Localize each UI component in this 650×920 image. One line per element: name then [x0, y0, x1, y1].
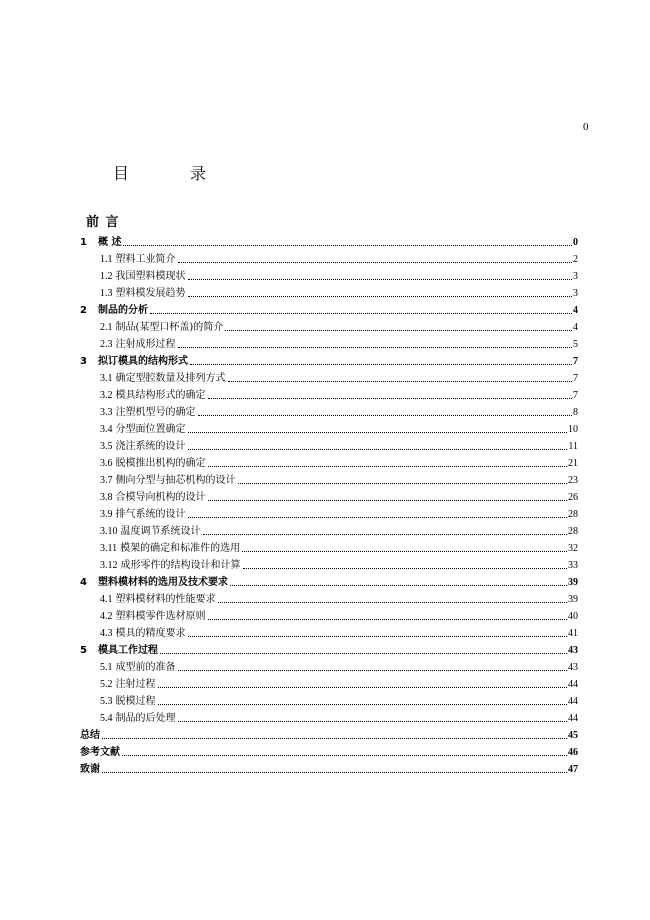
toc-number: 3.10: [100, 526, 118, 537]
toc-number: 3.9: [100, 509, 113, 520]
toc-number: 3.1: [100, 373, 113, 384]
toc-chapter-3[interactable]: [80, 351, 578, 368]
toc-page: 10: [568, 424, 578, 435]
dot-leader: [160, 653, 567, 654]
toc-section-5-3[interactable]: [100, 691, 578, 708]
toc-section-1-3[interactable]: [100, 283, 578, 300]
toc-number: 4.3: [100, 628, 113, 639]
toc-label: 排气系统的设计: [115, 509, 186, 520]
toc-number: 4: [80, 577, 87, 588]
dot-leader: [238, 483, 568, 484]
toc-page: 8: [573, 407, 578, 418]
toc-section-4-3[interactable]: [100, 623, 578, 640]
toc-page: 39: [568, 594, 578, 605]
toc-section-1-1[interactable]: [100, 249, 578, 266]
toc-section-1-2[interactable]: [100, 266, 578, 283]
dot-leader: [188, 296, 573, 297]
dot-leader: [188, 517, 568, 518]
dot-leader: [122, 755, 567, 756]
dot-leader: [228, 381, 573, 382]
toc-chapter-5[interactable]: [80, 640, 578, 657]
dot-leader: [102, 772, 567, 773]
toc-number: 4.2: [100, 611, 113, 622]
toc-label: 制品的后处理: [115, 713, 176, 724]
dot-leader: [188, 449, 568, 450]
toc-number: 3.3: [100, 407, 113, 418]
toc-number: 2.1: [100, 322, 113, 333]
toc-page: 47: [568, 764, 578, 775]
toc-label: 塑料模材料的性能要求: [115, 594, 216, 605]
toc-section-3-3[interactable]: [100, 402, 578, 419]
toc-page: 44: [568, 713, 578, 724]
toc-section-5-2[interactable]: [100, 674, 578, 691]
toc-chapter-4[interactable]: [80, 572, 578, 589]
toc-section-3-1[interactable]: [100, 368, 578, 385]
toc-number: 5.1: [100, 662, 113, 673]
toc-number: 4.1: [100, 594, 113, 605]
toc-label: 拟订模具的结构形式: [98, 356, 188, 367]
toc-page: 26: [568, 492, 578, 503]
dot-leader: [102, 738, 567, 739]
toc-section-3-10[interactable]: [100, 521, 578, 538]
toc-section-4-1[interactable]: [100, 589, 578, 606]
toc-label: 成型前的准备: [115, 662, 176, 673]
toc-page: 40: [568, 611, 578, 622]
toc-page: 5: [573, 339, 578, 350]
toc-section-2-3[interactable]: [100, 334, 578, 351]
toc-page: 11: [568, 441, 578, 452]
toc-section-3-12[interactable]: [100, 555, 578, 572]
dot-leader: [158, 687, 568, 688]
toc-number: 1: [80, 237, 87, 248]
dot-leader: [243, 568, 568, 569]
toc-number: 3: [80, 356, 87, 367]
toc-label: 模架的确定和标准件的选用: [120, 543, 241, 554]
toc-label: 浇注系统的设计: [115, 441, 186, 452]
toc-label: 模具结构形式的确定: [115, 390, 206, 401]
toc-page: 41: [568, 628, 578, 639]
toc-label: 脱模过程: [115, 696, 156, 707]
toc-summary[interactable]: [80, 725, 578, 742]
toc-label: 塑料模材料的选用及技术要求: [98, 577, 228, 588]
toc-label: 总结: [80, 730, 100, 741]
toc-number: 2: [80, 305, 87, 316]
toc-label: 塑料模发展趋势: [115, 288, 186, 299]
toc-number: 3.8: [100, 492, 113, 503]
toc-page: 2: [573, 254, 578, 265]
toc-page: 44: [568, 696, 578, 707]
title-char-1: 目: [113, 164, 130, 183]
toc-number: 5.3: [100, 696, 113, 707]
dot-leader: [208, 500, 568, 501]
toc-number: 3.2: [100, 390, 113, 401]
toc-label: 致谢: [80, 764, 100, 775]
dot-leader: [178, 262, 573, 263]
toc-label: 模具的精度要求: [115, 628, 186, 639]
toc-label: 塑料模零件选材原则: [115, 611, 206, 622]
dot-leader: [203, 534, 568, 535]
toc-page: 43: [568, 645, 578, 656]
toc-number: 5: [80, 645, 87, 656]
toc-number: 3.5: [100, 441, 113, 452]
toc-page: 33: [568, 560, 578, 571]
toc-page: 4: [573, 305, 578, 316]
toc-section-4-2[interactable]: [100, 606, 578, 623]
dot-leader: [188, 432, 568, 433]
toc-page: 28: [568, 526, 578, 537]
toc-section-3-6[interactable]: [100, 453, 578, 470]
toc-label: 合模导向机构的设计: [115, 492, 206, 503]
toc-section-5-4[interactable]: [100, 708, 578, 725]
toc-number: 5.4: [100, 713, 113, 724]
dot-leader: [208, 619, 568, 620]
page-number: 0: [583, 121, 589, 133]
toc-label: 模具工作过程: [98, 645, 158, 656]
dot-leader: [150, 313, 572, 314]
toc-number: 3.4: [100, 424, 113, 435]
dot-leader: [218, 602, 568, 603]
dot-leader: [188, 279, 573, 280]
toc-label: 成形零件的结构设计和计算: [120, 560, 241, 571]
dot-leader: [208, 398, 573, 399]
toc-page: 44: [568, 679, 578, 690]
title-char-2: 录: [190, 164, 207, 183]
toc-page: 43: [568, 662, 578, 673]
toc-section-3-2[interactable]: [100, 385, 578, 402]
dot-leader: [208, 466, 568, 467]
dot-leader: [242, 551, 567, 552]
toc-page: 7: [573, 356, 578, 367]
toc-page: 39: [568, 577, 578, 588]
toc-number: 2.3: [100, 339, 113, 350]
toc-section-3-11[interactable]: [100, 538, 578, 555]
toc-section-3-9[interactable]: [100, 504, 578, 521]
toc-label: 制品的分析: [98, 305, 148, 316]
toc-section-3-8[interactable]: [100, 487, 578, 504]
toc-page: 4: [573, 322, 578, 333]
toc-number: 1.2: [100, 271, 113, 282]
dot-leader: [158, 704, 568, 705]
dot-leader: [178, 347, 573, 348]
toc-label: 参考文献: [80, 747, 120, 758]
dot-leader: [178, 670, 568, 671]
toc-page: 32: [568, 543, 578, 554]
toc-label: 概 述: [98, 237, 122, 248]
toc-label: 侧向分型与抽芯机构的设计: [115, 475, 236, 486]
dot-leader: [198, 415, 573, 416]
dot-leader: [230, 585, 567, 586]
toc-page: 7: [573, 390, 578, 401]
toc-references[interactable]: [80, 742, 578, 759]
toc-section-3-5[interactable]: [100, 436, 578, 453]
toc-page: 46: [568, 747, 578, 758]
toc-number: 1.1: [100, 254, 113, 265]
toc-label: 注射过程: [115, 679, 156, 690]
dot-leader: [178, 721, 568, 722]
preface-heading: 前 言: [86, 215, 120, 230]
toc-page: 7: [573, 373, 578, 384]
toc-section-2-1[interactable]: [100, 317, 578, 334]
dot-leader: [188, 636, 568, 637]
toc-label: 温度调节系统设计: [120, 526, 201, 537]
toc-section-5-1[interactable]: [100, 657, 578, 674]
dot-leader: [225, 330, 572, 331]
toc-label: 分型面位置确定: [115, 424, 186, 435]
page-title: [0, 161, 650, 185]
toc-chapter-1[interactable]: [80, 232, 578, 249]
toc-number: 3.11: [100, 543, 118, 554]
toc-page: 23: [568, 475, 578, 486]
toc-number: 3.6: [100, 458, 113, 469]
dot-leader: [123, 245, 572, 246]
toc-page: 3: [573, 271, 578, 282]
toc-page: 21: [568, 458, 578, 469]
toc-page: 28: [568, 509, 578, 520]
toc-label: 塑料工业简介: [115, 254, 176, 265]
toc-section-3-7[interactable]: [100, 470, 578, 487]
toc-page: 3: [573, 288, 578, 299]
toc-page: 0: [573, 237, 578, 248]
toc-label: 脱模推出机构的确定: [115, 458, 206, 469]
toc-chapter-2[interactable]: [80, 300, 578, 317]
dot-leader: [190, 364, 572, 365]
toc-label: 我国塑料模现状: [115, 271, 186, 282]
toc-page: 45: [568, 730, 578, 741]
toc-number: 5.2: [100, 679, 113, 690]
toc-label: 注塑机型号的确定: [115, 407, 196, 418]
toc-number: 3.12: [100, 560, 118, 571]
toc-label: 注射成形过程: [115, 339, 176, 350]
toc-number: 3.7: [100, 475, 113, 486]
toc-label: 制品(某型口杯盖)的简介: [115, 322, 224, 333]
toc-number: 1.3: [100, 288, 113, 299]
toc-acknowledgements[interactable]: [80, 759, 578, 776]
toc-section-3-4[interactable]: [100, 419, 578, 436]
toc-label: 确定型腔数量及排列方式: [115, 373, 226, 384]
